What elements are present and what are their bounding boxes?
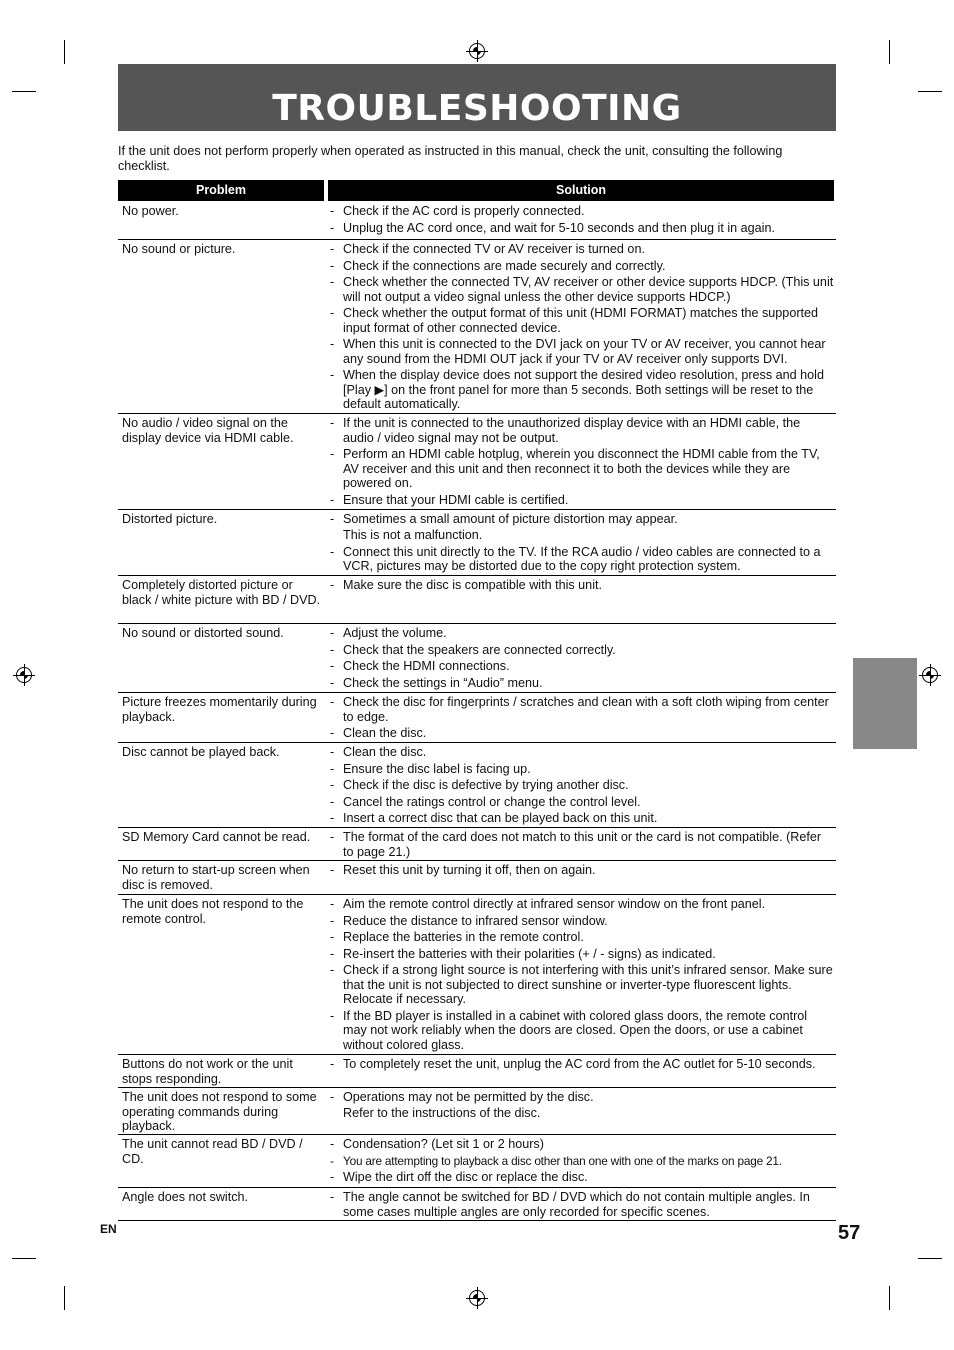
solution-item: - Re-insert the batteries with their polarities (+ / - signs) as indicated. (330, 947, 834, 962)
solution-item: - Check that the speakers are connected correctly. (330, 643, 834, 658)
intro-text: If the unit does not perform properly when operated as instructed in this manual, check the unit, consulting the following checklist. (118, 144, 783, 173)
table-row (118, 624, 836, 693)
table-row (118, 861, 836, 895)
solution-item: - Check whether the connected TV, AV receiver or other device supports HDCP. (This unit will not output a video signal unless the other device supports HDCP.) (330, 275, 834, 304)
section-tab (853, 658, 917, 749)
problem-cell: No audio / video signal on the display device via HDMI cable. (122, 416, 294, 445)
solution-item: - The angle cannot be switched for BD / DVD which do not contain multiple angles. In some cases multiple angles are only recorded for specific scenes. (330, 1190, 834, 1219)
problem-cell: Disc cannot be played back. (122, 745, 280, 759)
solution-item: - Clean the disc. (330, 726, 834, 741)
solution-item: - Check the settings in “Audio” menu. (330, 676, 834, 691)
solution-item: - Unplug the AC cord once, and wait for 5-10 seconds and then plug it in again. (330, 221, 834, 236)
solution-list (330, 626, 834, 692)
problem-cell: The unit does not respond to some operating commands during playback. (122, 1090, 317, 1133)
solution-item: - When this unit is connected to the DVI jack on your TV or AV receiver, you cannot hear any sound from the HDMI OUT jack if your TV or AV receiver only supports DVI. (330, 337, 834, 366)
solution-list (330, 512, 834, 576)
table-row (118, 240, 836, 414)
solution-item: - Cancel the ratings control or change the control level. (330, 795, 834, 810)
solution-item: - Check whether the output format of this unit (HDMI FORMAT) matches the supported input format of other connected device. (330, 306, 834, 335)
solution-item: - You are attempting to playback a disc other than one with one of the marks on page 21. (330, 1154, 834, 1169)
page-title: TROUBLESHOOTING (272, 88, 682, 129)
crop-mark (889, 1286, 890, 1310)
table-row (118, 414, 836, 510)
solution-item: - Operations may not be permitted by the disc. (330, 1090, 834, 1105)
solution-item: - Clean the disc. (330, 745, 834, 760)
solution-item: - Check if a strong light source is not interfering with this unit’s infrared sensor. Make sure that the unit is not subjected to direct sunshine or inverter-type fluorescent lights. Relocate if necessary. (330, 963, 834, 1007)
table-row (118, 895, 836, 1055)
solution-item: - If the BD player is installed in a cabinet with colored glass doors, the remote control may not work reliably when the doors are closed. Open the doors, or use a cabinet without colored glass. (330, 1009, 834, 1053)
problem-cell: SD Memory Card cannot be read. (122, 830, 311, 844)
crop-mark (64, 1286, 65, 1310)
title-banner (118, 64, 836, 131)
language-label: EN (100, 1222, 117, 1236)
registration-mark-icon (469, 1290, 485, 1306)
crop-mark (12, 1258, 36, 1259)
problem-cell: Completely distorted picture or black / white picture with BD / DVD. (122, 578, 321, 607)
solution-list (330, 1057, 834, 1074)
table-row (118, 202, 836, 240)
solution-item: - Aim the remote control directly at infrared sensor window on the front panel. (330, 897, 834, 912)
solution-item: - When the display device does not support the desired video resolution, press and hold [Play ▶] on the front panel for more than 5 seconds. Both settings will be reset to the default automatically. (330, 368, 834, 412)
table-row (118, 510, 836, 576)
solution-item: - Check the disc for fingerprints / scratches and clean with a soft cloth wiping from center to edge. (330, 695, 834, 724)
registration-mark-icon (922, 667, 938, 683)
problem-cell: Distorted picture. (122, 512, 218, 526)
problem-cell: No return to start-up screen when disc is removed. (122, 863, 310, 892)
solution-item: - Perform an HDMI cable hotplug, wherein you disconnect the HDMI cable from the TV, AV receiver and this unit and then reconnect it to both the devices while they are powered on. (330, 447, 834, 491)
problem-cell: Angle does not switch. (122, 1190, 249, 1204)
column-header-solution: Solution (328, 180, 834, 201)
solution-list (330, 897, 834, 1055)
solution-list (330, 578, 834, 595)
crop-mark (64, 40, 65, 64)
solution-item: - Check if the connections are made securely and correctly. (330, 259, 834, 274)
problem-cell: No sound or picture. (122, 242, 236, 256)
crop-mark (918, 1258, 942, 1259)
solution-list (330, 242, 834, 414)
table-row (118, 828, 836, 861)
solution-item: - The format of the card does not match to this unit or the card is not compatible. (Refer to page 21.) (330, 830, 834, 859)
solution-list (330, 1137, 834, 1187)
solution-list (330, 695, 834, 743)
solution-item: - Insert a correct disc that can be played back on this unit. (330, 811, 834, 826)
solution-item: - Ensure the disc label is facing up. (330, 762, 834, 777)
solution-item: - Check if the disc is defective by trying another disc. (330, 778, 834, 793)
solution-item: - Make sure the disc is compatible with this unit. (330, 578, 834, 593)
solution-item: - To completely reset the unit, unplug the AC cord from the AC outlet for 5-10 seconds. (330, 1057, 834, 1072)
crop-mark (12, 91, 36, 92)
solution-item: - If the unit is connected to the unauthorized display device with an HDMI cable, the audio / video signal may not be output. (330, 416, 834, 445)
registration-mark-icon (16, 667, 32, 683)
page-number: 57 (838, 1222, 861, 1244)
column-header-problem: Problem (118, 180, 324, 201)
solution-list (330, 830, 834, 861)
solution-item: This is not a malfunction. (343, 528, 483, 543)
solution-item: Refer to the instructions of the disc. (343, 1106, 541, 1121)
table-row (118, 743, 836, 828)
solution-item: - Condensation? (Let sit 1 or 2 hours) (330, 1137, 834, 1152)
problem-cell: The unit cannot read BD / DVD / CD. (122, 1137, 303, 1166)
solution-item: - Adjust the volume. (330, 626, 834, 641)
table-row (118, 693, 836, 743)
problem-cell: The unit does not respond to the remote control. (122, 897, 304, 926)
solution-item: - Reduce the distance to infrared sensor window. (330, 914, 834, 929)
solution-item: - Check if the AC cord is properly connected. (330, 204, 834, 219)
solution-item: - Wipe the dirt off the disc or replace the disc. (330, 1170, 834, 1185)
solution-list (330, 1090, 834, 1123)
solution-item: - Check the HDMI connections. (330, 659, 834, 674)
solution-list (330, 416, 834, 509)
solution-list (330, 204, 834, 237)
solution-list (330, 1190, 834, 1221)
solution-item: - Connect this unit directly to the TV. If the RCA audio / video cables are connected to a VCR, pictures may be distorted due to the copy right protection system. (330, 545, 834, 574)
solution-item: - Replace the batteries in the remote control. (330, 930, 834, 945)
crop-mark (918, 91, 942, 92)
solution-item: - Sometimes a small amount of picture distortion may appear. (330, 512, 834, 527)
table-row (118, 1135, 836, 1188)
crop-mark (889, 40, 890, 64)
solution-list (330, 863, 834, 880)
problem-cell: Buttons do not work or the unit stops responding. (122, 1057, 293, 1086)
solution-item: - Reset this unit by turning it off, then on again. (330, 863, 834, 878)
table-row (118, 576, 836, 624)
solution-item: - Check if the connected TV or AV receiver is turned on. (330, 242, 834, 257)
solution-list (330, 745, 834, 828)
problem-cell: No power. (122, 204, 179, 218)
table-row (118, 1188, 836, 1221)
problem-cell: Picture freezes momentarily during playback. (122, 695, 317, 724)
registration-mark-icon (469, 43, 485, 59)
table-row (118, 1055, 836, 1088)
table-row (118, 1088, 836, 1135)
solution-item: - Ensure that your HDMI cable is certified. (330, 493, 834, 508)
problem-cell: No sound or distorted sound. (122, 626, 284, 640)
